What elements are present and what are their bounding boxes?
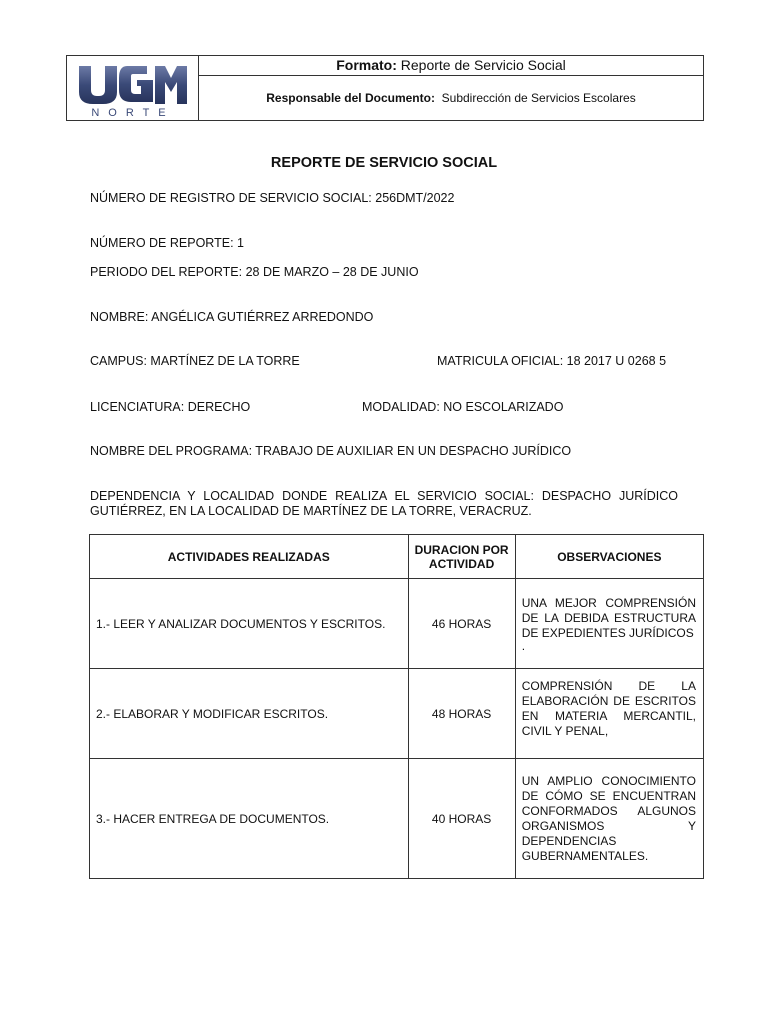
table-row (90, 579, 704, 669)
ugm-norte-logo (75, 62, 191, 118)
format-value: Reporte de Servicio Social (400, 57, 566, 73)
header-observations: OBSERVACIONES (515, 535, 703, 579)
duration-cell: 48 HORAS (408, 669, 515, 759)
format-row (199, 56, 703, 76)
activity-cell: 3.- HACER ENTREGA DE DOCUMENTOS. (90, 759, 409, 879)
format-label: Formato: (336, 57, 397, 73)
periodo-field: PERIODO DEL REPORTE: 28 DE MARZO – 28 DE JUNIO (90, 265, 419, 279)
campus-field: CAMPUS: MARTÍNEZ DE LA TORRE (90, 354, 300, 368)
observation-extra: . (521, 639, 526, 653)
page-title: REPORTE DE SERVICIO SOCIAL (270, 155, 498, 171)
table-row (90, 759, 704, 879)
matricula-field: MATRICULA OFICIAL: 18 2017 U 0268 5 (437, 354, 667, 368)
table-row (90, 669, 704, 759)
observation-cell (515, 759, 703, 879)
header-activities: ACTIVIDADES REALIZADAS (90, 535, 409, 579)
activity-cell: 1.- LEER Y ANALIZAR DOCUMENTOS Y ESCRITOS. (90, 579, 409, 669)
responsible-label: Responsable del Documento: (266, 91, 435, 105)
nombre-field: NOMBRE: ANGÉLICA GUTIÉRREZ ARREDONDO (90, 310, 374, 324)
observation-text: UN AMPLIO CONOCIMIENTO DE CÓMO SE ENCUENTRAN CONFORMADOS ALGUNOS ORGANISMOS Y DEPENDENCIAS GUBERNAMENTALES. (521, 773, 696, 863)
observation-cell (515, 579, 703, 669)
header-info (199, 56, 703, 120)
activities-table (89, 534, 704, 879)
duration-cell: 46 HORAS (408, 579, 515, 669)
document-header (66, 55, 704, 121)
programa-field: NOMBRE DEL PROGRAMA: TRABAJO DE AUXILIAR EN UN DESPACHO JURÍDICO (90, 444, 572, 458)
modalidad-field: MODALIDAD: NO ESCOLARIZADO (362, 400, 564, 414)
header-duration: DURACION POR ACTIVIDAD (408, 535, 515, 579)
observation-cell (515, 669, 703, 759)
observation-text: UNA MEJOR COMPRENSIÓN DE LA DEBIDA ESTRUCTURA DE EXPEDIENTES JURÍDICOS (521, 596, 696, 640)
registro-field: NÚMERO DE REGISTRO DE SERVICIO SOCIAL: 256DMT/2022 (90, 191, 455, 205)
duration-cell: 40 HORAS (408, 759, 515, 879)
responsible-value: Subdirección de Servicios Escolares (441, 91, 636, 105)
table-header-row (90, 535, 704, 579)
responsible-row (199, 76, 703, 120)
activity-cell: 2.- ELABORAR Y MODIFICAR ESCRITOS. (90, 669, 409, 759)
licenciatura-field: LICENCIATURA: DERECHO (90, 400, 251, 414)
dependencia-field: DEPENDENCIA Y LOCALIDAD DONDE REALIZA EL SERVICIO SOCIAL: DESPACHO JURÍDICO GUTIÉRREZ, EN LA LOCALIDAD DE MARTÍNEZ DE LA TORRE, VERACRUZ. (90, 489, 678, 518)
observation-text: COMPRENSIÓN DE LA ELABORACIÓN DE ESCRITOS EN MATERIA MERCANTIL, CIVIL Y PENAL, (521, 678, 696, 738)
logo-cell (67, 56, 199, 120)
reporte-field: NÚMERO DE REPORTE: 1 (90, 236, 244, 250)
logo-subtext: NORTE (91, 107, 175, 118)
